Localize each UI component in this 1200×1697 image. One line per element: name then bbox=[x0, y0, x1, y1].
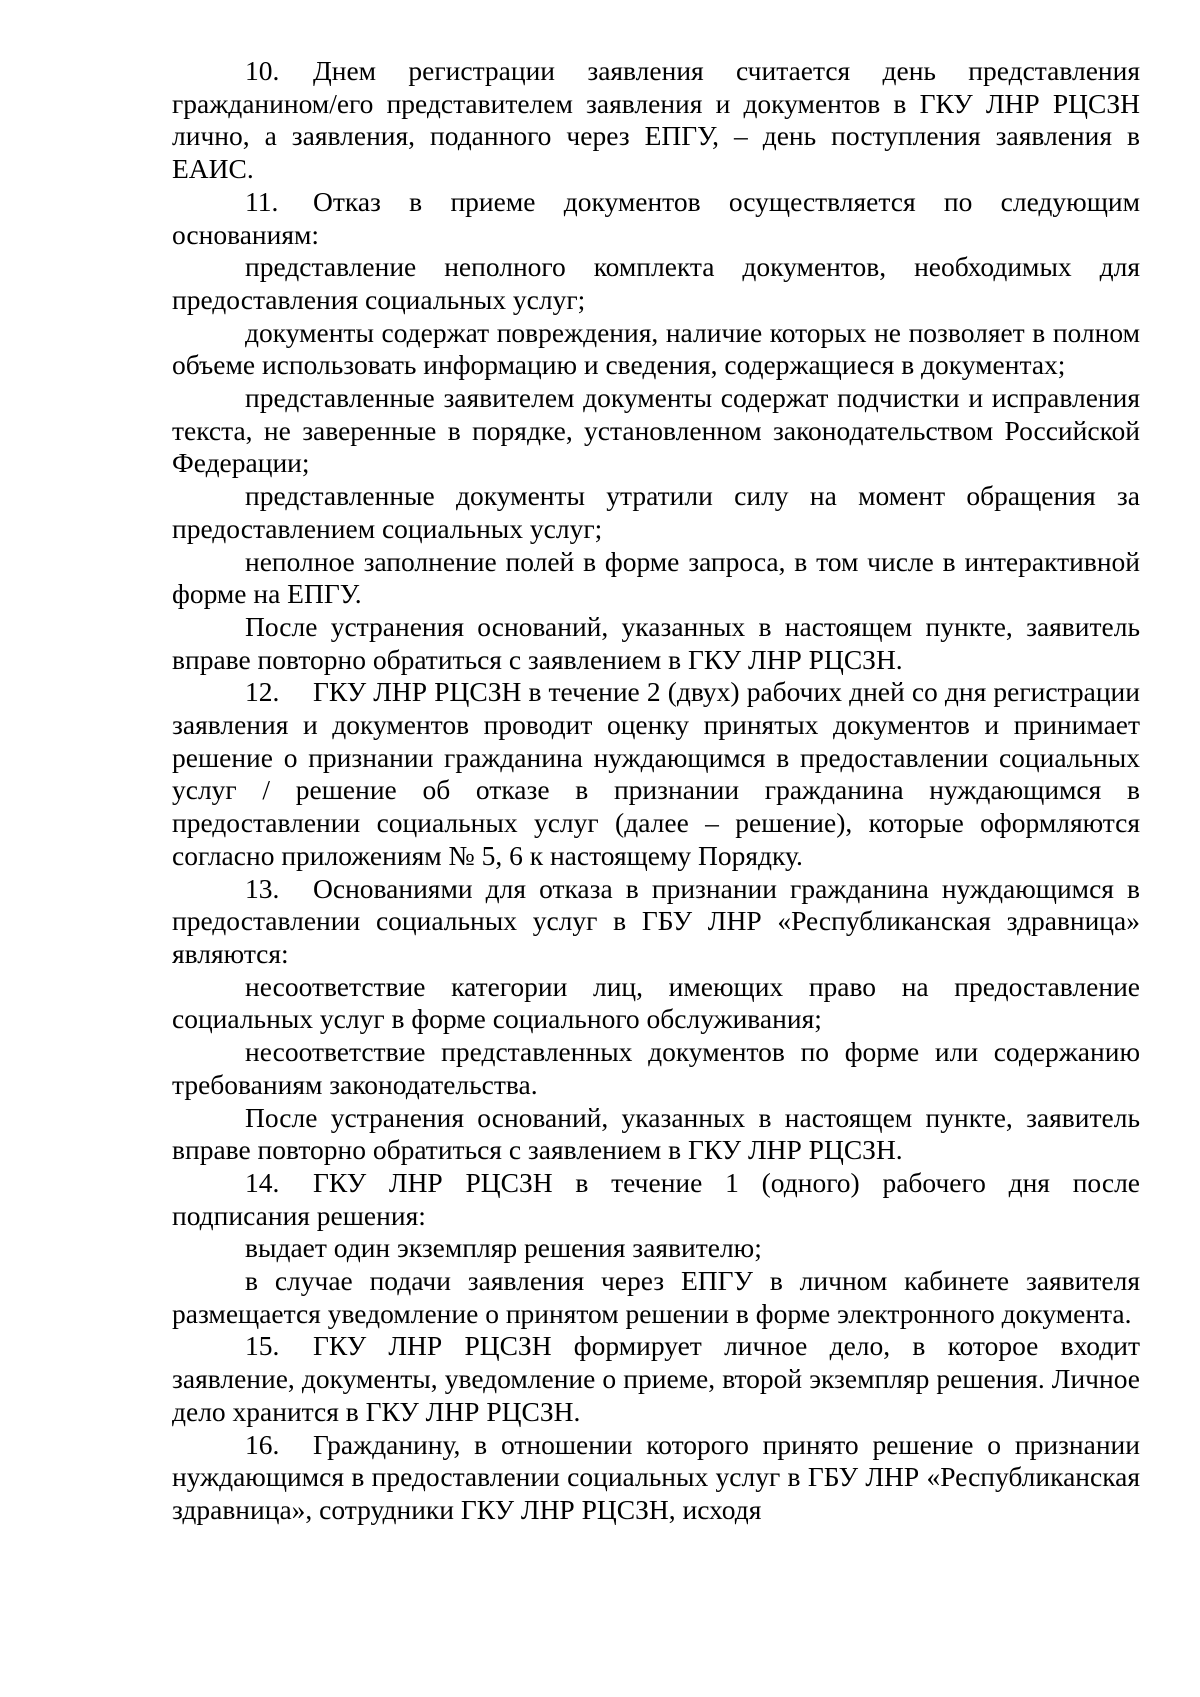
paragraph-number: 12. bbox=[245, 676, 280, 708]
paragraph-number: 15. bbox=[245, 1330, 280, 1362]
paragraph-12 bbox=[172, 676, 1140, 872]
paragraph-13 bbox=[172, 873, 1140, 971]
paragraph-number: 14. bbox=[245, 1166, 280, 1198]
paragraph-text: ГКУ ЛНР РЦСЗН формирует личное дело, в которое входит заявление, документы, уведомление о приеме, второй экземпляр решения. Личное дело хранится в ГКУ ЛНР РЦСЗН. bbox=[172, 1330, 1140, 1427]
paragraph-number: 16. bbox=[245, 1428, 280, 1460]
paragraph-text: Отказ в приеме документов осуществляется по следующим основаниям: bbox=[172, 185, 1140, 250]
paragraph-text: ГКУ ЛНР РЦСЗН в течение 2 (двух) рабочих дней со дня регистрации заявления и документов проводит оценку принятых документов и принимает решение о признании гражданина нуждающимся в предоставлении социальных услуг / решение об отказе в признании гражданина нуждающимся в предоставлении социальных услуг (далее – решение), которые оформляются согласно приложениям № 5, 6 к настоящему Порядку. bbox=[172, 676, 1140, 871]
list-item: несоответствие категории лиц, имеющих право на предоставление социальных услуг в форме социального обслуживания; bbox=[172, 970, 1140, 1035]
paragraph-number: 10. bbox=[245, 55, 280, 86]
paragraph-text: Днем регистрации заявления считается день представления гражданином/его представителем заявления и документов в ГКУ ЛНР РЦСЗН лично, а заявления, поданного через ЕПГУ, – день поступления заявления в ЕАИС. bbox=[172, 55, 1140, 185]
paragraph-number: 13. bbox=[245, 872, 280, 904]
list-item: представленные документы утратили силу на момент обращения за предоставлением социальных услуг; bbox=[172, 480, 1140, 544]
paragraph-14 bbox=[172, 1167, 1140, 1232]
list-item: в случае подачи заявления через ЕПГУ в личном кабинете заявителя размещается уведомление о принятом решении в форме электронного документа. bbox=[172, 1265, 1140, 1329]
paragraph-text: После устранения оснований, указанных в настоящем пункте, заявитель вправе повторно обратиться с заявлением в ГКУ ЛНР РЦСЗН. bbox=[172, 610, 1140, 675]
paragraph-16 bbox=[172, 1429, 1140, 1527]
list-item: несоответствие представленных документов по форме или содержанию требованиям законодательства. bbox=[172, 1036, 1140, 1100]
list-item: выдает один экземпляр решения заявителю; bbox=[245, 1232, 762, 1264]
paragraph-text: Основаниями для отказа в признании гражданина нуждающимся в предоставлении социальных услуг в ГБУ ЛНР «Республиканская здравница» являются: bbox=[172, 872, 1140, 969]
paragraph-11 bbox=[172, 186, 1140, 251]
paragraph-text: После устранения оснований, указанных в настоящем пункте, заявитель вправе повторно обратиться с заявлением в ГКУ ЛНР РЦСЗН. bbox=[172, 1101, 1140, 1166]
list-item: представление неполного комплекта документов, необходимых для предоставления социальных услуг; bbox=[172, 251, 1140, 315]
paragraph-text: Гражданину, в отношении которого принято решение о признании нуждающимся в предоставлении социальных услуг в ГБУ ЛНР «Республиканская здравница», сотрудники ГКУ ЛНР РЦСЗН, исходя bbox=[172, 1428, 1140, 1525]
document-page bbox=[172, 55, 1140, 1527]
list-item: документы содержат повреждения, наличие которых не позволяет в полном объеме использовать информацию и сведения, содержащиеся в документах; bbox=[172, 316, 1140, 381]
paragraph-number: 11. bbox=[245, 185, 279, 217]
list-item: неполное заполнение полей в форме запроса, в том числе в интерактивной форме на ЕПГУ. bbox=[172, 545, 1140, 610]
paragraph-15 bbox=[172, 1330, 1140, 1428]
paragraph-10 bbox=[172, 55, 1140, 186]
paragraph-text: ГКУ ЛНР РЦСЗН в течение 1 (одного) рабочего дня после подписания решения: bbox=[172, 1166, 1140, 1231]
list-item: представленные заявителем документы содержат подчистки и исправления текста, не заверенные в порядке, установленном законодательством Российской Федерации; bbox=[172, 382, 1140, 479]
